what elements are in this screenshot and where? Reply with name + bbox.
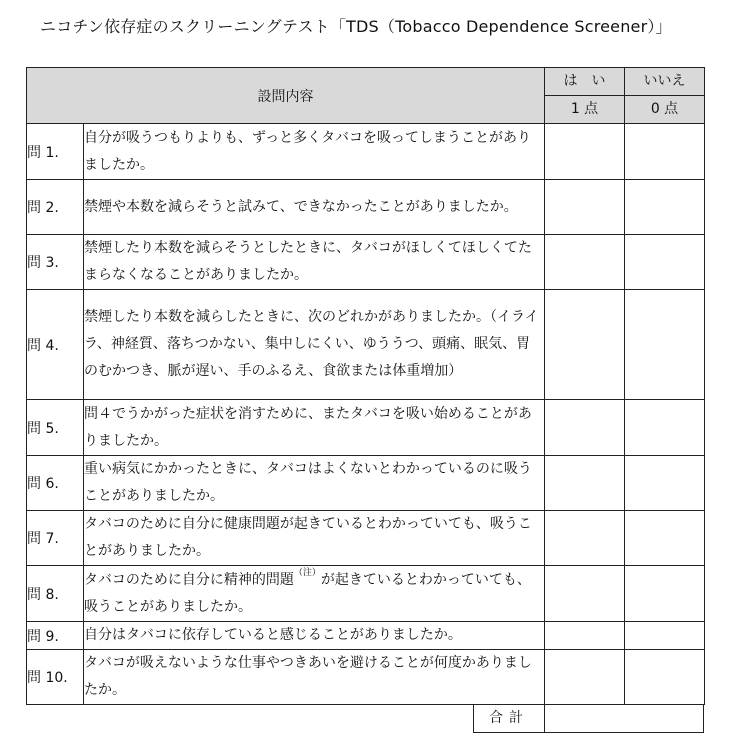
total-row: [473, 705, 704, 733]
screening-table: [26, 67, 705, 705]
yes-points-header: [545, 96, 625, 124]
table-row: [27, 456, 705, 511]
yes-column-header: [545, 68, 625, 96]
no-answer-cell[interactable]: [625, 566, 705, 622]
no-answer-cell[interactable]: [625, 124, 705, 180]
yes-answer-cell[interactable]: [545, 456, 625, 511]
table-row: [27, 650, 705, 705]
table-row: [27, 180, 705, 235]
question-number: 問 9.: [27, 622, 84, 650]
question-number: 問 6.: [27, 456, 84, 511]
question-number: 問 7.: [27, 511, 84, 566]
question-text: 禁煙や本数を減らそうと試みて、できなかったことがありましたか。: [84, 180, 545, 235]
no-answer-cell[interactable]: [625, 622, 705, 650]
question-number: 問 5.: [27, 400, 84, 456]
yes-answer-cell[interactable]: [545, 400, 625, 456]
table-row: [27, 290, 705, 400]
question-number: 問 10.: [27, 650, 84, 705]
yes-answer-cell[interactable]: [545, 622, 625, 650]
question-text: 自分が吸うつもりよりも、ずっと多くタバコを吸ってしまうことがありましたか。: [84, 124, 545, 180]
footnote-marker: （注）: [293, 567, 321, 578]
yes-answer-cell[interactable]: [545, 290, 625, 400]
question-text: 禁煙したり本数を減らしたときに、次のどれかがありましたか。（イライラ、神経質、落ちつかない、集中しにくい、ゆううつ、頭痛、眠気、胃のむかつき、脈が遅い、手のふるえ、食欲または体重増加）: [84, 290, 545, 400]
no-column-header: [625, 68, 705, 96]
table-row: [27, 622, 705, 650]
page-title: ニコチン依存症のスクリーニングテスト「TDS（Tobacco Dependence Screener）」: [40, 17, 672, 36]
no-answer-cell[interactable]: [625, 650, 705, 705]
no-points: 0 点: [650, 101, 679, 117]
question-text: 自分はタバコに依存していると感じることがありましたか。: [84, 622, 545, 650]
question-number: 問 3.: [27, 235, 84, 290]
question-text: 問４でうかがった症状を消すために、またタバコを吸い始めることがありましたか。: [84, 400, 545, 456]
question-text: 重い病気にかかったときに、タバコはよくないとわかっているのに吸うことがありましたか。: [84, 456, 545, 511]
yes-answer-cell[interactable]: [545, 650, 625, 705]
question-text: 禁煙したり本数を減らそうとしたときに、タバコがほしくてほしくてたまらなくなることがありましたか。: [84, 235, 545, 290]
yes-answer-cell[interactable]: [545, 566, 625, 622]
no-answer-cell[interactable]: [625, 290, 705, 400]
yes-answer-cell[interactable]: [545, 511, 625, 566]
question-number: 問 1.: [27, 124, 84, 180]
table-row: [27, 124, 705, 180]
yes-answer-cell[interactable]: [545, 180, 625, 235]
no-points-header: [625, 96, 705, 124]
question-number: 問 8.: [27, 566, 84, 622]
yes-label: は い: [563, 73, 606, 89]
question-text: タバコのために自分に健康問題が起きているとわかっていても、吸うことがありましたか。: [84, 511, 545, 566]
question-text-part: タバコのために自分に精神的問題: [84, 571, 294, 588]
table-row: [27, 511, 705, 566]
no-answer-cell[interactable]: [625, 511, 705, 566]
question-number: 問 2.: [27, 180, 84, 235]
question-text: タバコが吸えないような仕事やつきあいを避けることが何度かありましたか。: [84, 650, 545, 705]
table-row: [27, 400, 705, 456]
no-answer-cell[interactable]: [625, 400, 705, 456]
question-text: [84, 566, 545, 622]
table-header-row: [27, 68, 705, 96]
yes-answer-cell[interactable]: [545, 235, 625, 290]
question-column-header: 設問内容: [27, 68, 545, 124]
no-answer-cell[interactable]: [625, 180, 705, 235]
yes-points: 1 点: [570, 101, 599, 117]
no-label: いいえ: [643, 73, 686, 89]
total-label: 合計: [473, 705, 545, 733]
yes-answer-cell[interactable]: [545, 124, 625, 180]
table-row: [27, 566, 705, 622]
question-number: 問 4.: [27, 290, 84, 400]
total-score-box[interactable]: [543, 705, 704, 733]
no-answer-cell[interactable]: [625, 235, 705, 290]
table-row: [27, 235, 705, 290]
no-answer-cell[interactable]: [625, 456, 705, 511]
question-text-part: が起きているとわかっていても、吸うことがありましたか。: [84, 571, 531, 615]
